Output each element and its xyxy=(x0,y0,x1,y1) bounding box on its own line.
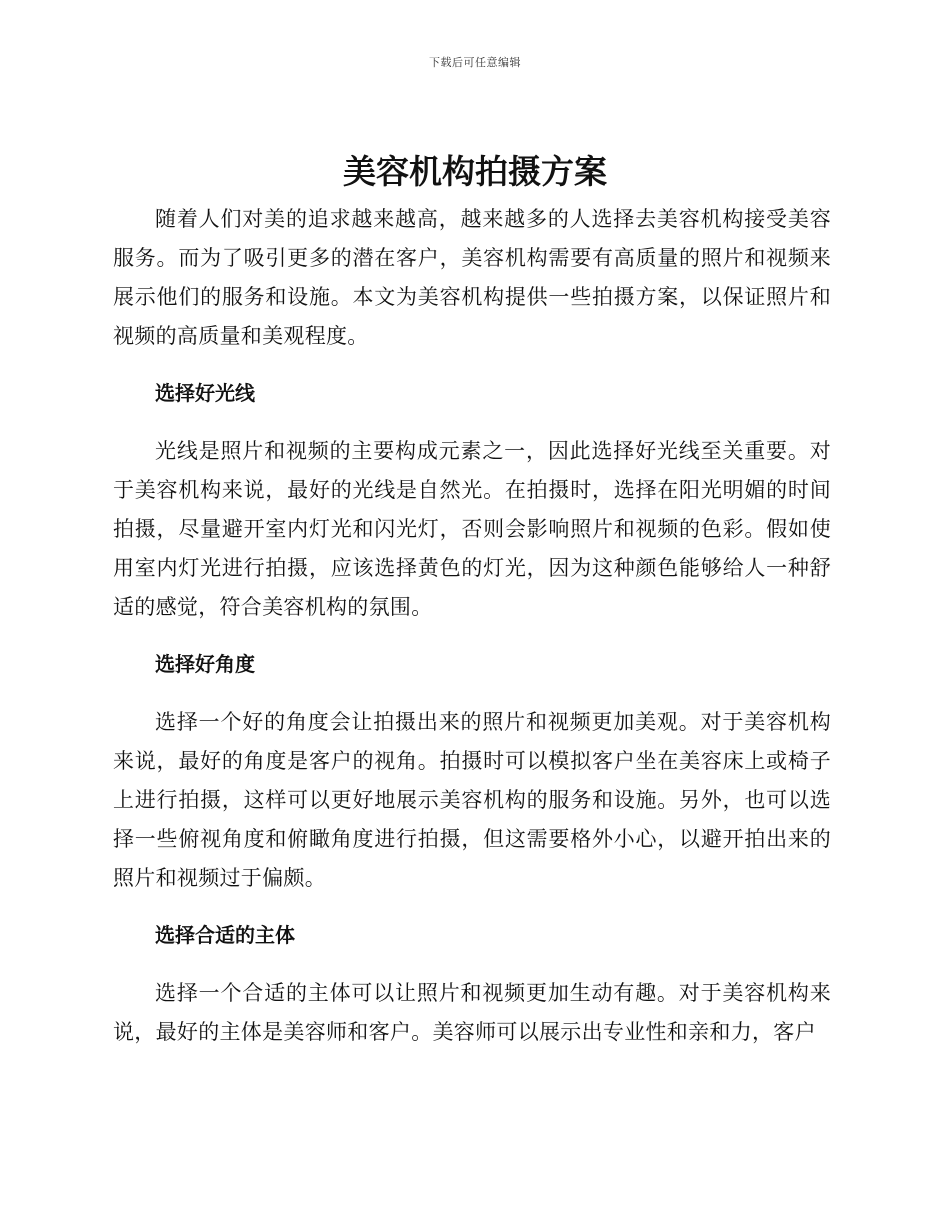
intro-paragraph: 随着人们对美的追求越来越高，越来越多的人选择去美容机构接受美容服务。而为了吸引更多的潜在客户，美容机构需要有高质量的照片和视频来展示他们的服务和设施。本文为美容机构提供一些拍摄方案，以保证照片和视频的高质量和美观程度。 xyxy=(113,207,831,348)
section-heading-lighting: 选择好光线 xyxy=(155,381,255,405)
document-body xyxy=(113,200,831,1052)
section-heading-subject: 选择合适的主体 xyxy=(155,923,295,947)
page-header-note: 下载后可任意编辑 xyxy=(429,56,521,69)
section-paragraph-lighting: 光线是照片和视频的主要构成元素之一，因此选择好光线至关重要。对于美容机构来说，最好的光线是自然光。在拍摄时，选择在阳光明媚的时间拍摄，尽量避开室内灯光和闪光灯，否则会影响照片和视频的色彩。假如使用室内灯光进行拍摄，应该选择黄色的灯光，因为这种颜色能够给人一种舒适的感觉，符合美容机构的氛围。 xyxy=(113,439,831,619)
document-title: 美容机构拍摄方案 xyxy=(343,152,607,191)
section-paragraph-angle: 选择一个好的角度会让拍摄出来的照片和视频更加美观。对于美容机构来说，最好的角度是客户的视角。拍摄时可以模拟客户坐在美容床上或椅子上进行拍摄，这样可以更好地展示美容机构的服务和设施。另外，也可以选择一些俯视角度和俯瞰角度进行拍摄，但这需要格外小心，以避开拍出来的照片和视频过于偏颇。 xyxy=(113,710,831,890)
section-heading-angle: 选择好角度 xyxy=(155,652,255,676)
section-paragraph-subject: 选择一个合适的主体可以让照片和视频更加生动有趣。对于美容机构来说，最好的主体是美容师和客户。美容师可以展示出专业性和亲和力，客户 xyxy=(113,981,831,1044)
